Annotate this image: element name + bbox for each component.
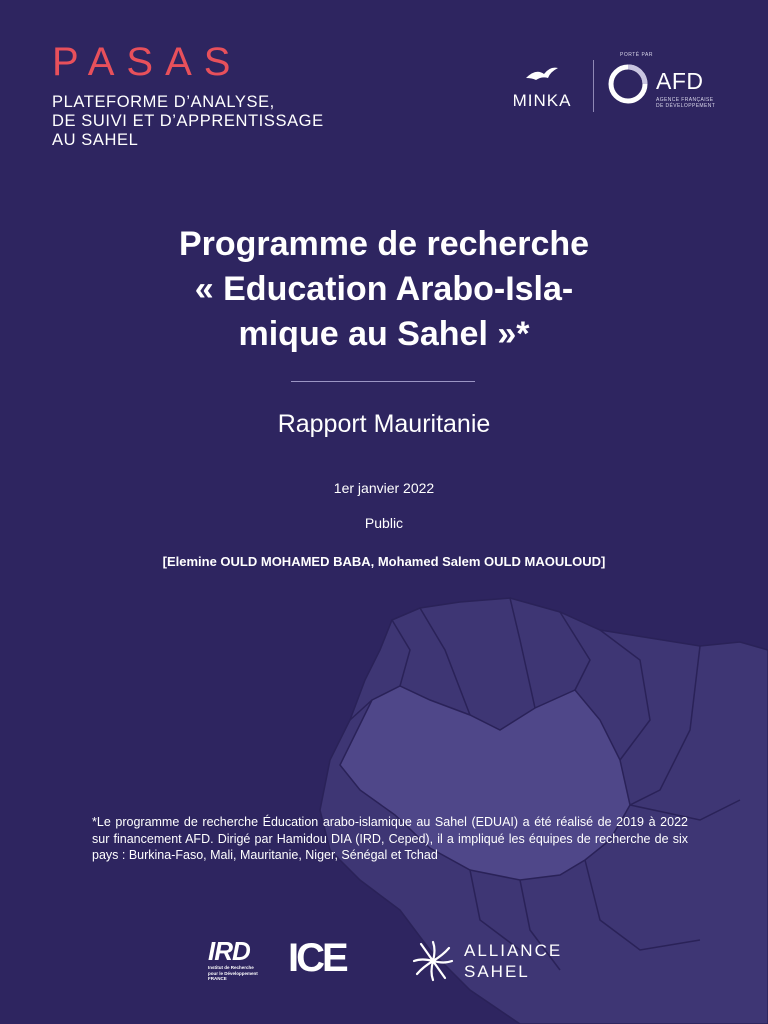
pasas-subtitle xyxy=(52,93,324,150)
afd-logo-text: AFD xyxy=(656,68,704,94)
minka-logo-text: MINKA xyxy=(512,91,572,110)
pasas-subtitle-line: DE SUIVI ET D’APPRENTISSAGE xyxy=(52,112,324,130)
alliance-line: ALLIANCE xyxy=(464,941,563,960)
document-title xyxy=(84,222,684,357)
alliance-sahel-logo xyxy=(410,938,570,984)
afd-subtitle xyxy=(656,97,726,109)
footnote: *Le programme de recherche Éducation arabo-islamique au Sahel (EDUAI) a été réalisé de 2019 à 2022 sur financement AFD. Dirigé par Hamidou DIA (IRD, Ceped), il a impliqué les équipes de recherche de six pays : Burkina-Faso, Mali, Mauritanie, Niger, Sénégal et Tchad xyxy=(92,815,688,862)
ice-logo-text: ICE xyxy=(288,936,346,980)
porte-par-label: PORTÉ PAR xyxy=(620,52,653,58)
title-divider xyxy=(291,381,475,382)
title-line: mique au Sahel »* xyxy=(238,315,530,353)
pasas-subtitle-line: PLATEFORME D’ANALYSE, xyxy=(52,93,275,111)
afd-logo xyxy=(604,52,724,112)
minka-logo xyxy=(504,64,580,111)
africa-map-illustration xyxy=(0,590,768,1024)
afd-subtitle-line: AGENCE FRANÇAISE xyxy=(656,97,714,103)
afd-subtitle-line: DE DÉVELOPPEMENT xyxy=(656,103,716,109)
ird-subtitle-line: pour le Développement xyxy=(208,970,258,976)
alliance-line: SAHEL xyxy=(464,962,530,981)
title-line: Programme de recherche xyxy=(178,225,590,263)
alliance-sunburst-icon xyxy=(410,938,456,984)
ird-subtitle-line: Institut de Recherche xyxy=(208,965,254,970)
afd-ring-icon xyxy=(606,62,650,106)
title-line: « Education Arabo-Isla- xyxy=(194,270,574,308)
ird-logo xyxy=(208,938,272,986)
ird-subtitle-line: FRANCE xyxy=(208,976,227,981)
authors: [Elemine OULD MOHAMED BABA, Mohamed Salem OULD MAOULOUD] xyxy=(162,554,606,569)
report-subtitle: Rapport Mauritanie xyxy=(277,410,491,438)
pasas-subtitle-line: AU SAHEL xyxy=(52,131,139,149)
ird-subtitle xyxy=(208,965,272,982)
alliance-sahel-text xyxy=(464,940,562,982)
ice-logo xyxy=(288,938,368,980)
access-level: Public xyxy=(364,515,404,531)
header-divider xyxy=(593,60,594,112)
minka-bird-icon xyxy=(522,64,562,84)
pasas-logo: PASAS xyxy=(52,40,243,84)
publication-date: 1er janvier 2022 xyxy=(333,480,435,496)
ird-logo-text: IRD xyxy=(208,936,250,966)
